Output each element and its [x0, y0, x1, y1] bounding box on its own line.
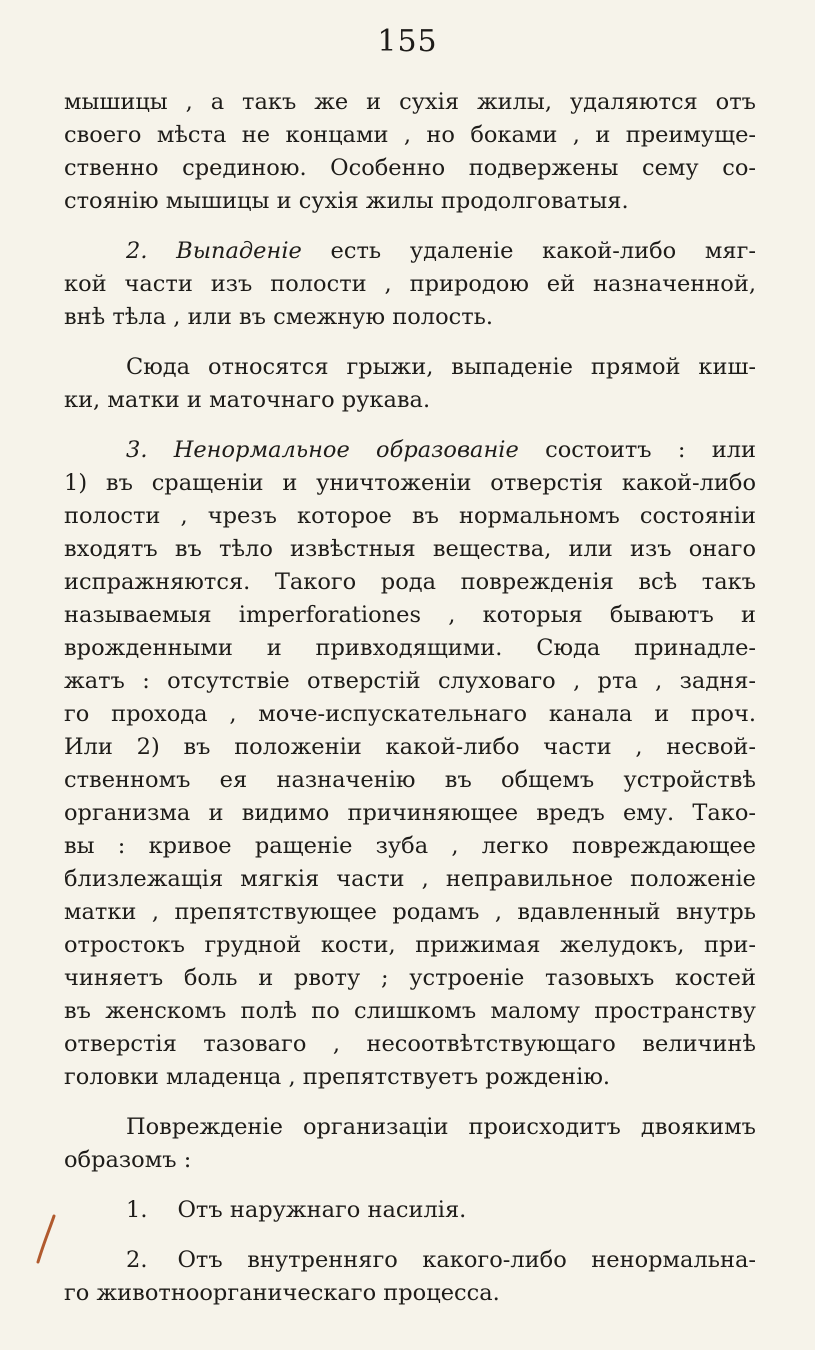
text-line	[64, 1194, 756, 1227]
text-line: мышицы , а такъ же и сухія жилы, удаляются отъ	[64, 89, 756, 115]
defined-term: Ненормальное образованіе	[173, 437, 519, 463]
text-line	[64, 1244, 756, 1277]
text-line: своего мѣста не концами , но боками , и преимуще-	[64, 122, 756, 148]
text-line: ственно срединою. Особенно подвержены сему со-	[64, 155, 756, 181]
list-text: Отъ наружнаго насилія.	[177, 1197, 467, 1223]
list-item-1	[64, 1194, 756, 1227]
defined-term: Выпаденіе	[176, 238, 302, 264]
text-line: 1) въ сращеніи и уничтоженіи отверстія какой-либо	[64, 470, 756, 496]
text-fragment: состоитъ : или	[545, 437, 756, 463]
paragraph-3	[64, 351, 756, 417]
paragraph-2	[64, 235, 756, 334]
list-number: 1.	[126, 1197, 148, 1223]
text-line: внѣ тѣла , или въ смежную полость.	[64, 304, 494, 330]
text-line	[64, 434, 756, 467]
paragraph-4	[64, 434, 756, 1094]
text-line: въ женскомъ полѣ по слишкомъ малому пространству	[64, 998, 756, 1024]
text-line: Поврежденіе организаціи происходитъ двоякимъ	[126, 1114, 756, 1140]
text-line: матки , препятствующее родамъ , вдавленный внутрь	[64, 899, 756, 925]
text-line: кой части изъ полости , природою ей назначенной,	[64, 271, 756, 297]
paragraph-number: 3.	[126, 437, 148, 463]
text-line: испражняются. Такого рода поврежденія всѣ такъ	[64, 569, 756, 595]
text-line: жатъ : отсутствіе отверстій слуховаго , рта , задня-	[64, 668, 756, 694]
text-line: отверстія тазоваго , несоотвѣтствующаго величинѣ	[64, 1031, 756, 1057]
text-line: близлежащія мягкія части , неправильное положеніе	[64, 866, 756, 892]
paragraph-number: 2.	[126, 238, 148, 264]
list-text: Отъ внутренняго какого-либо ненормальна-	[177, 1247, 756, 1273]
text-line: отростокъ грудной кости, прижимая желудокъ, при-	[64, 932, 756, 958]
margin-pencil-mark	[34, 1212, 60, 1268]
text-line: го животноорганическаго процесса.	[64, 1280, 500, 1306]
paragraph-1	[64, 86, 756, 218]
text-line: Или 2) въ положеніи какой-либо части , несвой-	[64, 734, 756, 760]
text-line: называемыя imperforationes , которыя бываютъ и	[64, 602, 756, 628]
text-line: чиняетъ боль и рвоту ; устроеніе тазовыхъ костей	[64, 965, 756, 991]
list-number: 2.	[126, 1247, 148, 1273]
page-number: 155	[377, 24, 438, 59]
text-line: ки, матки и маточнаго рукава.	[64, 387, 431, 413]
text-line: стоянію мышицы и сухія жилы продолговатыя.	[64, 188, 629, 214]
text-line: полости , чрезъ которое въ нормальномъ состояніи	[64, 503, 756, 529]
list-item-2	[64, 1244, 756, 1310]
text-line: ственномъ ея назначенію въ общемъ устройствѣ	[64, 767, 756, 793]
text-fragment: есть удаленіе какой-либо мяг-	[330, 238, 756, 264]
page-body	[64, 86, 756, 1310]
text-line: вы : кривое ращеніе зуба , легко повреждающее	[64, 833, 756, 859]
text-line: головки младенца , препятствуетъ рожденію.	[64, 1064, 611, 1090]
text-line: входятъ въ тѣло извѣстныя вещества, или изъ онаго	[64, 536, 756, 562]
text-line: врожденными и привходящими. Сюда принадле-	[64, 635, 756, 661]
paragraph-5	[64, 1111, 756, 1177]
text-line	[64, 235, 756, 268]
text-line: го прохода , моче-испускательнаго канала и проч.	[64, 701, 756, 727]
text-line: организма и видимо причиняющее вредъ ему. Тако-	[64, 800, 756, 826]
text-line: Сюда относятся грыжи, выпаденіе прямой киш-	[126, 354, 756, 380]
text-line: образомъ :	[64, 1147, 192, 1173]
